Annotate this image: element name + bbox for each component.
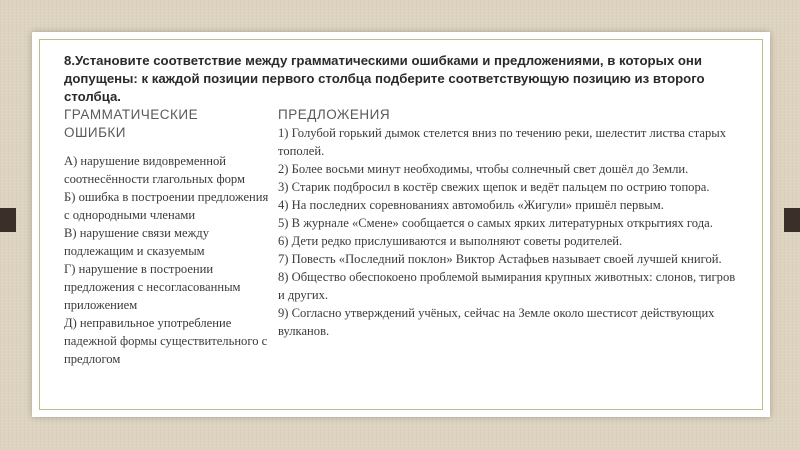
sentence-item-3: 3) Старик подбросил в костёр свежих щепок и ведёт пальцем по острию топора. bbox=[278, 180, 710, 194]
errors-column-header: ГРАММАТИЧЕСКИЕ ОШИБКИ bbox=[64, 107, 199, 140]
left-edge-tab bbox=[0, 208, 16, 232]
sentences-column-header: ПРЕДЛОЖЕНИЯ bbox=[278, 107, 391, 122]
question-text: 8.Установите соответствие между грамматическими ошибками и предложениями, в которых они допущены: к каждой позиции первого столбца подберите соответствующую позицию из второго столбца. bbox=[64, 53, 705, 104]
error-item-g: Г) нарушение в построении предложения с несогласованным приложением bbox=[64, 262, 241, 312]
sentences-list bbox=[278, 124, 744, 340]
errors-list bbox=[64, 152, 274, 368]
error-item-d: Д) неправильное употребление падежной формы существительного с предлогом bbox=[64, 316, 268, 366]
sentence-item-5: 5) В журнале «Смене» сообщается о самых ярких литературных открытиях года. bbox=[278, 216, 713, 230]
sentence-item-4: 4) На последних соревнованиях автомобиль «Жигули» пришёл первым. bbox=[278, 198, 664, 212]
sentence-item-1: 1) Голубой горький дымок стелется вниз по течению реки, шелестит листва старых тополей. bbox=[278, 126, 727, 158]
sentence-item-7: 7) Повесть «Последний поклон» Виктор Астафьев называет своей лучшей книгой. bbox=[278, 252, 722, 266]
slide bbox=[32, 32, 770, 417]
error-item-a: А) нарушение видовременной соотнесённости глагольных форм bbox=[64, 154, 246, 186]
right-edge-tab bbox=[784, 208, 800, 232]
sentence-item-9: 9) Согласно утверждений учёных, сейчас на Земле около шестисот действующих вулканов. bbox=[278, 306, 715, 338]
sentence-item-2: 2) Более восьми минут необходимы, чтобы солнечный свет дошёл до Земли. bbox=[278, 162, 689, 176]
sentence-item-6: 6) Дети редко прислушиваются и выполняют советы родителей. bbox=[278, 234, 623, 248]
sentence-item-8: 8) Общество обеспокоено проблемой вымирания крупных животных: слонов, тигров и других. bbox=[278, 270, 736, 302]
error-item-b: Б) ошибка в построении предложения с однородными членами bbox=[64, 190, 269, 222]
error-item-v: В) нарушение связи между подлежащим и сказуемым bbox=[64, 226, 209, 258]
